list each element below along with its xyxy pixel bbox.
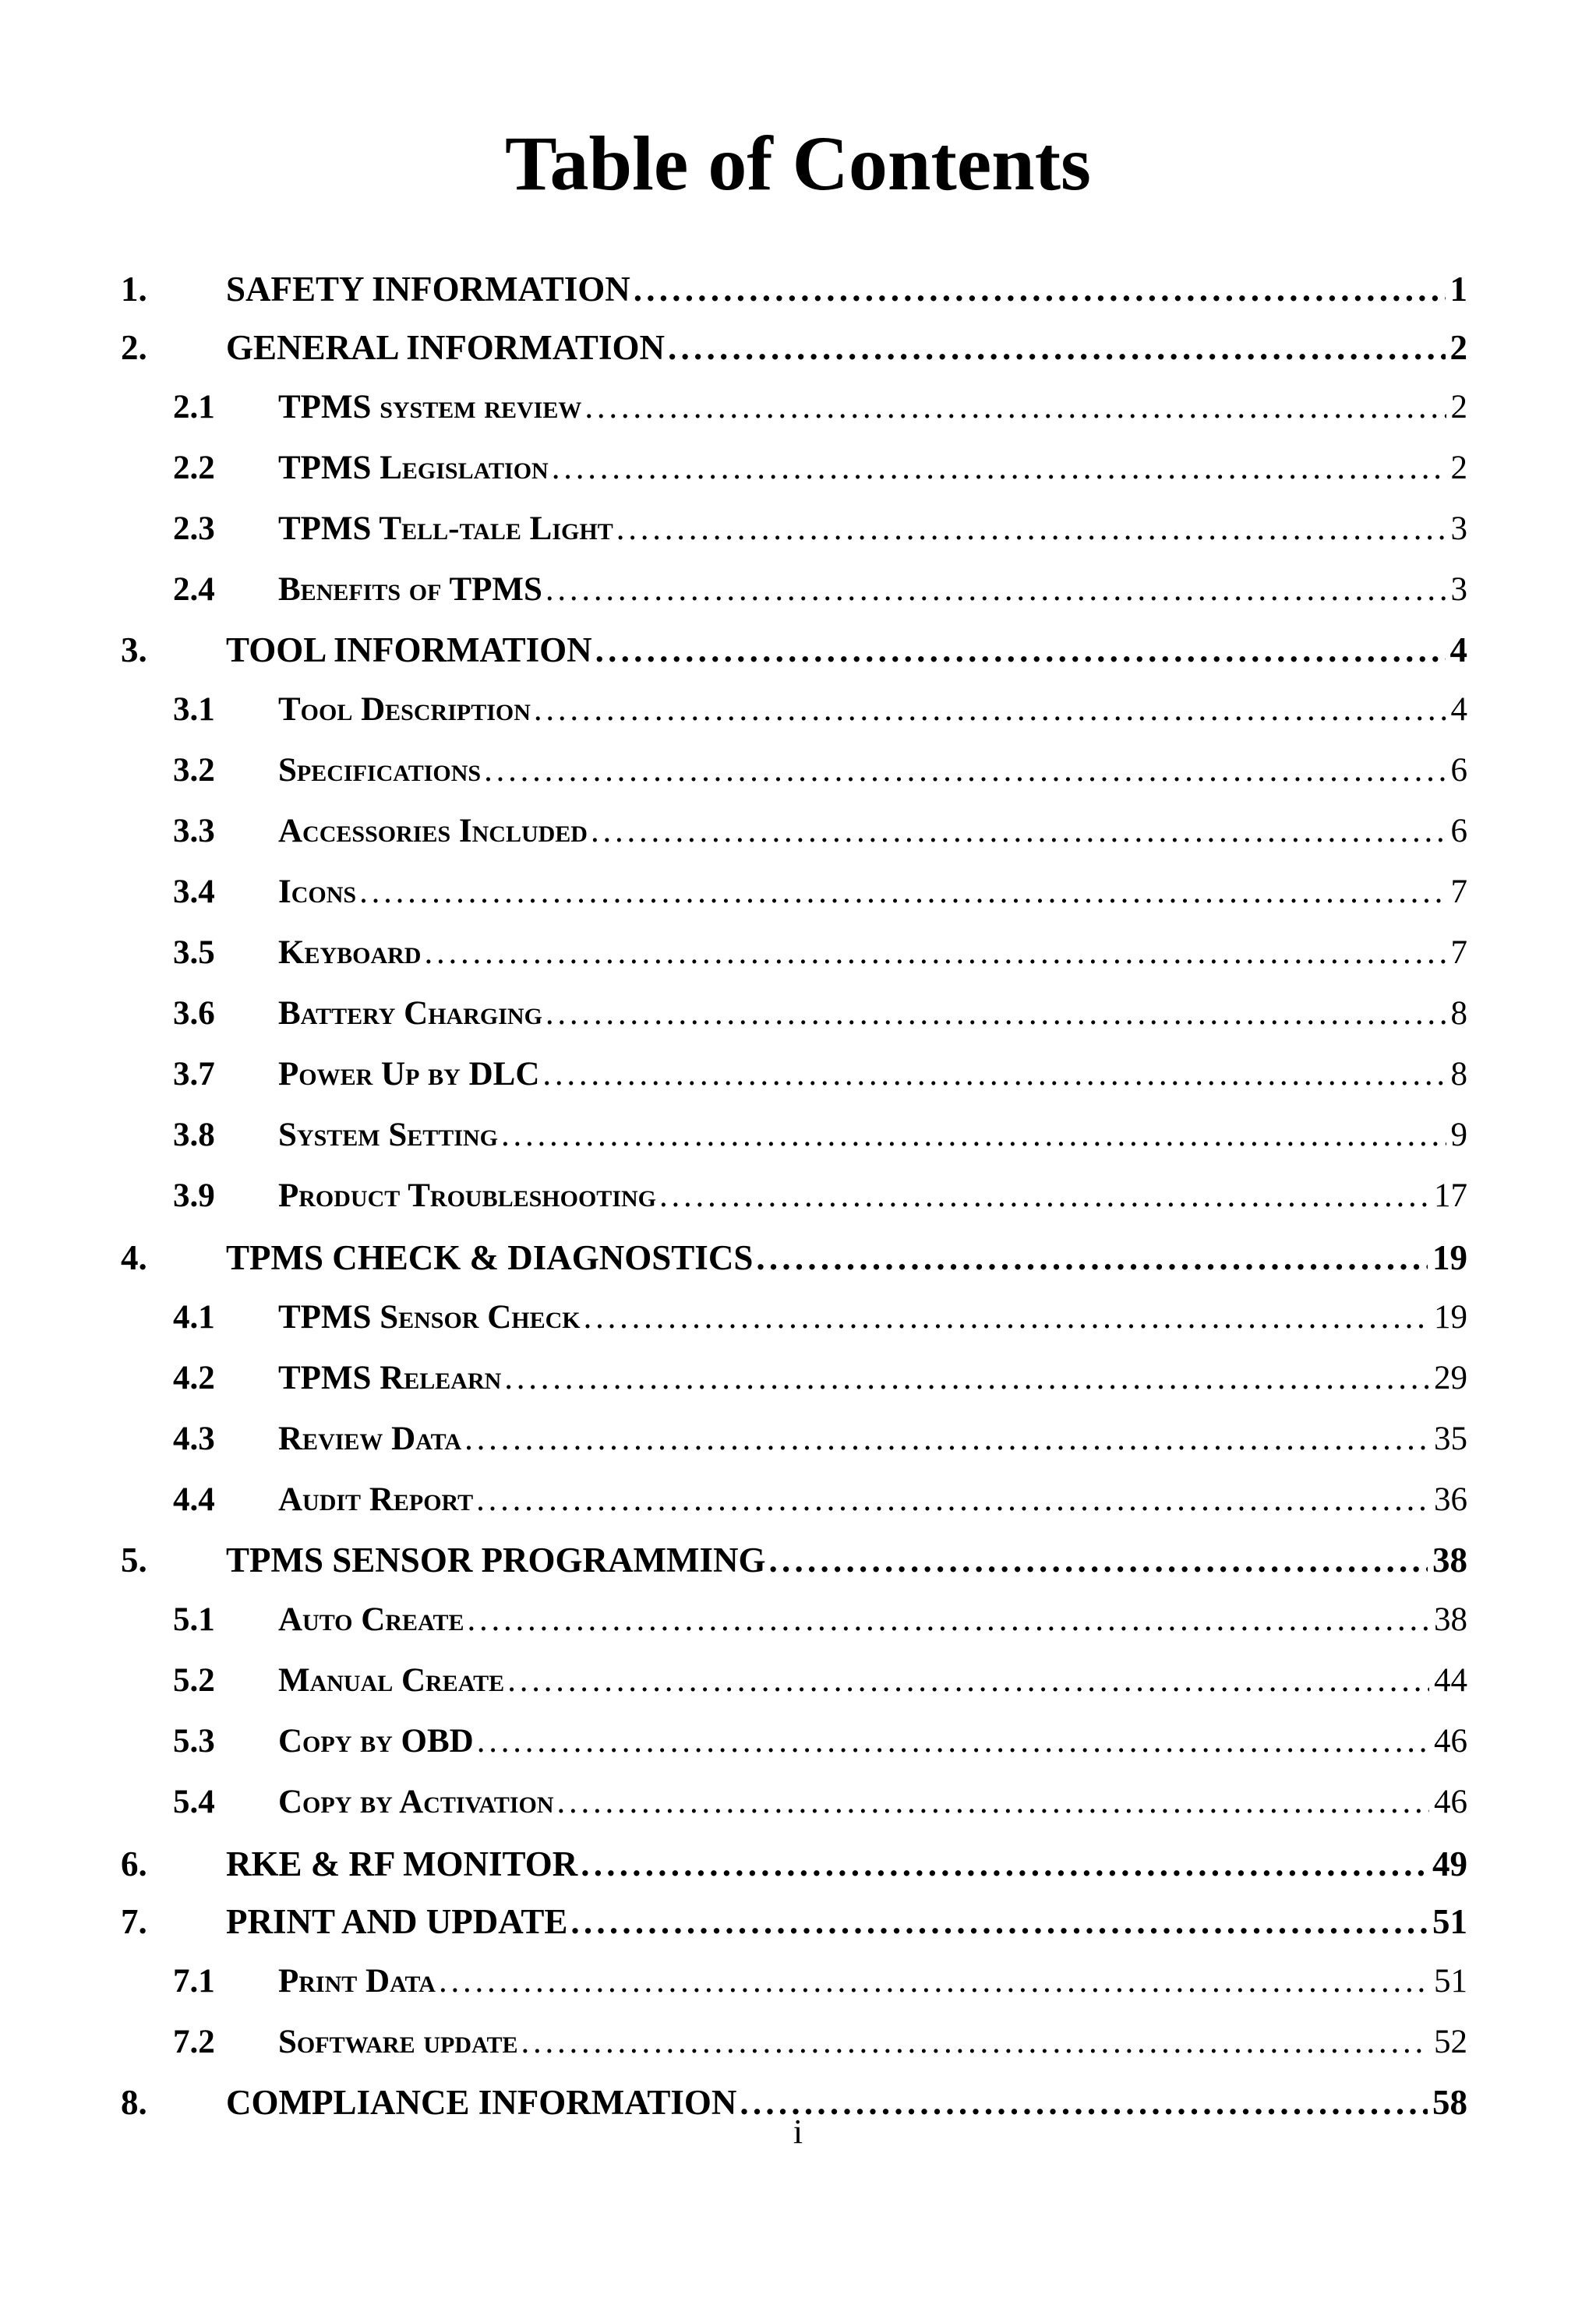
toc-entry[interactable] — [0, 388, 1596, 443]
toc-entry-page: 58 — [1432, 2083, 1467, 2122]
dot-leader — [546, 994, 1446, 1033]
toc-entry-line — [278, 570, 1467, 609]
toc-entry-page: 2 — [1449, 328, 1467, 367]
toc-entry-line — [278, 1116, 1467, 1154]
toc-entry-line — [278, 1177, 1467, 1215]
toc-entry-number: 3.9 — [173, 1177, 215, 1214]
toc-entry[interactable] — [0, 1116, 1596, 1170]
toc-entry-page: 51 — [1434, 1963, 1467, 2000]
toc-entry-label[interactable]: TPMS Sensor Check — [278, 1299, 581, 1336]
toc-entry-number: 4.1 — [173, 1299, 215, 1336]
toc-entry-label[interactable]: Product Troubleshooting — [278, 1177, 656, 1214]
toc-entry-line — [278, 388, 1467, 426]
toc-entry[interactable] — [0, 327, 1596, 382]
toc-entry-line — [278, 510, 1467, 548]
toc-entry[interactable] — [0, 1962, 1596, 2017]
toc-entry-label[interactable]: PRINT AND UPDATE — [226, 1902, 568, 1941]
dot-leader — [501, 1116, 1446, 1154]
toc-entry[interactable] — [0, 570, 1596, 625]
toc-entry[interactable] — [0, 1177, 1596, 1231]
toc-entry[interactable] — [0, 1420, 1596, 1474]
dot-leader — [584, 1298, 1429, 1336]
toc-entry-label[interactable]: Keyboard — [278, 934, 422, 971]
toc-entry-page: 6 — [1450, 813, 1467, 849]
toc-entry-line — [278, 994, 1467, 1033]
toc-entry-number: 4.4 — [173, 1481, 215, 1518]
toc-entry-label[interactable]: Accessories Included — [278, 813, 588, 849]
toc-entry-label[interactable]: COMPLIANCE INFORMATION — [226, 2083, 737, 2122]
toc-entry-line — [278, 1661, 1467, 1700]
dot-leader — [484, 751, 1446, 789]
toc-entry[interactable] — [0, 1359, 1596, 1414]
dot-leader — [769, 1540, 1428, 1580]
toc-entry[interactable] — [0, 2023, 1596, 2077]
toc-entry-number: 4.3 — [173, 1421, 215, 1457]
toc-entry-number: 2.3 — [173, 510, 215, 547]
toc-entry-line — [278, 1783, 1467, 1821]
dot-leader — [359, 873, 1446, 911]
toc-entry-line — [278, 2023, 1467, 2061]
toc-entry-label[interactable]: System Setting — [278, 1117, 498, 1153]
toc-entry-page: 4 — [1450, 691, 1467, 728]
toc-entry-line — [278, 873, 1467, 911]
dot-leader — [424, 934, 1446, 972]
toc-entry-page: 46 — [1434, 1723, 1467, 1760]
dot-leader — [595, 630, 1446, 670]
toc-entry-number: 2.4 — [173, 571, 215, 608]
toc-entry-number: 2.1 — [173, 389, 215, 425]
toc-entry-page: 44 — [1434, 1662, 1467, 1699]
toc-entry-label[interactable]: Benefits of TPMS — [278, 571, 542, 608]
dot-leader — [504, 1359, 1429, 1397]
dot-leader — [668, 327, 1446, 368]
toc-entry-line — [226, 1844, 1467, 1884]
toc-entry[interactable] — [0, 994, 1596, 1049]
toc-entry[interactable] — [0, 269, 1596, 323]
toc-entry-label[interactable]: Manual Create — [278, 1662, 505, 1699]
toc-entry-number: 5.3 — [173, 1723, 215, 1760]
dot-leader — [542, 1055, 1446, 1093]
toc-entry-page: 7 — [1450, 874, 1467, 910]
toc-entry[interactable] — [0, 1661, 1596, 1716]
toc-entry[interactable] — [0, 630, 1596, 684]
toc-entry-label[interactable]: Auto Create — [278, 1601, 464, 1638]
toc-entry[interactable] — [0, 1783, 1596, 1837]
toc-entry-number: 3.3 — [173, 813, 215, 849]
toc-entry-page: 1 — [1449, 270, 1467, 309]
dot-leader — [570, 1901, 1428, 1942]
toc-entry-label[interactable]: TPMS system review — [278, 389, 582, 425]
toc-entry-label[interactable]: TPMS Tell-tale Light — [278, 510, 613, 547]
dot-leader — [439, 1962, 1429, 2000]
toc-entry-page: 8 — [1450, 995, 1467, 1032]
toc-entry-number: 7.1 — [173, 1963, 215, 2000]
dot-leader — [581, 1844, 1428, 1884]
toc-entry-number: 5.1 — [173, 1601, 215, 1638]
toc-entry[interactable] — [0, 1540, 1596, 1594]
toc-entry-line — [278, 1722, 1467, 1760]
toc-entry-label[interactable]: TPMS CHECK & DIAGNOSTICS — [226, 1238, 754, 1277]
toc-entry-label[interactable]: Audit Report — [278, 1481, 474, 1518]
toc-entry-line — [278, 1962, 1467, 2000]
toc-entry-label[interactable]: Tool Description — [278, 691, 531, 728]
toc-entry-page: 3 — [1450, 571, 1467, 608]
toc-entry-label[interactable]: TPMS Legislation — [278, 450, 549, 486]
toc-entry-label[interactable]: Print Data — [278, 1963, 436, 2000]
toc-entry[interactable] — [0, 1601, 1596, 1655]
dot-leader — [476, 1481, 1429, 1519]
toc-entry-label[interactable]: GENERAL INFORMATION — [226, 328, 665, 367]
toc-entry-line — [226, 269, 1467, 309]
toc-entry[interactable] — [0, 1481, 1596, 1535]
toc-entry[interactable] — [0, 751, 1596, 806]
dot-leader — [756, 1237, 1428, 1278]
toc-entry-line — [278, 1055, 1467, 1093]
toc-entry-page: 36 — [1434, 1481, 1467, 1518]
toc-entry-page: 8 — [1450, 1056, 1467, 1093]
toc-entry-label[interactable]: TOOL INFORMATION — [226, 630, 592, 669]
toc-entry-page: 4 — [1449, 630, 1467, 669]
dot-leader — [584, 388, 1446, 426]
dot-leader — [477, 1722, 1429, 1760]
toc-entry-page: 19 — [1434, 1299, 1467, 1336]
toc-entry-label[interactable]: Software update — [278, 2024, 518, 2060]
toc-entry-number: 3.2 — [173, 752, 215, 789]
toc-entry-line — [278, 1420, 1467, 1458]
dot-leader — [464, 1420, 1429, 1458]
dot-leader — [467, 1601, 1429, 1639]
toc-entry-number: 4.2 — [173, 1360, 215, 1396]
toc-entry[interactable] — [0, 1237, 1596, 1292]
toc-entry-label[interactable]: Copy by OBD — [278, 1723, 474, 1760]
toc-entry[interactable] — [0, 1722, 1596, 1777]
toc-entry-number: 2.2 — [173, 450, 215, 486]
toc-entry-number: 3.4 — [173, 874, 215, 910]
dot-leader — [546, 570, 1446, 609]
toc-entry-line — [278, 934, 1467, 972]
toc-entry[interactable] — [0, 873, 1596, 927]
toc-entry-label[interactable]: TPMS Relearn — [278, 1360, 502, 1396]
toc-entry-page: 35 — [1434, 1421, 1467, 1457]
toc-entry-page: 2 — [1450, 389, 1467, 425]
toc-entry[interactable] — [0, 1298, 1596, 1353]
toc-entry-number: 6. — [121, 1844, 147, 1883]
toc-entry-line — [226, 1540, 1467, 1580]
toc-entry[interactable] — [0, 510, 1596, 564]
dot-leader — [507, 1661, 1429, 1700]
toc-entry-number: 2. — [121, 328, 147, 367]
toc-entry-line — [278, 449, 1467, 487]
dot-leader — [521, 2023, 1429, 2061]
toc-entry-page: 19 — [1432, 1238, 1467, 1277]
toc-entry-page: 51 — [1432, 1902, 1467, 1941]
toc-entry[interactable] — [0, 449, 1596, 503]
toc-entry-number: 5.4 — [173, 1784, 215, 1820]
dot-leader — [534, 690, 1446, 729]
toc-entry-label[interactable]: RKE & RF MONITOR — [226, 1844, 578, 1883]
page-number: i — [793, 2113, 803, 2151]
toc-entry-label[interactable]: Power Up by DLC — [278, 1056, 540, 1093]
toc-entry-line — [278, 1359, 1467, 1397]
toc-entry-number: 3.6 — [173, 995, 215, 1032]
toc-entry-line — [278, 751, 1467, 789]
toc-entry-number: 3. — [121, 630, 147, 669]
toc-entry-number: 5.2 — [173, 1662, 215, 1699]
toc-entry-label[interactable]: SAFETY INFORMATION — [226, 270, 630, 309]
toc-entry[interactable] — [0, 934, 1596, 988]
toc-entry-line — [226, 630, 1467, 670]
toc-entry-label[interactable]: Specifications — [278, 752, 482, 789]
dot-leader — [616, 510, 1446, 548]
toc-entry-number: 4. — [121, 1238, 147, 1277]
toc-entry-page: 9 — [1450, 1117, 1467, 1153]
toc-entry-label[interactable]: Icons — [278, 874, 357, 910]
toc-entry-number: 7.2 — [173, 2024, 215, 2060]
toc-entry[interactable] — [0, 1901, 1596, 1956]
toc-entry-line — [278, 690, 1467, 729]
toc-entry-line — [226, 1237, 1467, 1278]
dot-leader — [659, 1177, 1429, 1215]
toc-entry-line — [278, 1298, 1467, 1336]
toc-entry-page: 29 — [1434, 1360, 1467, 1396]
dot-leader — [552, 449, 1446, 487]
toc-entry-page: 6 — [1450, 752, 1467, 789]
page-title: Table of Contents — [505, 120, 1091, 207]
toc-entry-number: 3.7 — [173, 1056, 215, 1093]
toc-entry[interactable] — [0, 690, 1596, 745]
toc-entry[interactable] — [0, 812, 1596, 867]
toc-entry-label[interactable]: Battery Charging — [278, 995, 542, 1032]
toc-entry-number: 5. — [121, 1541, 147, 1580]
toc-entry-label[interactable]: Review Data — [278, 1421, 462, 1457]
toc-entry-page: 17 — [1434, 1177, 1467, 1214]
toc-entry-page: 49 — [1432, 1844, 1467, 1883]
toc-entry-number: 3.1 — [173, 691, 215, 728]
toc-entry-page: 7 — [1450, 934, 1467, 971]
toc-entry-label[interactable]: Copy by Activation — [278, 1784, 554, 1820]
toc-entry-page: 2 — [1450, 450, 1467, 486]
toc-entry-number: 7. — [121, 1902, 147, 1941]
toc-entry-line — [226, 1901, 1467, 1942]
toc-entry-number: 3.8 — [173, 1117, 215, 1153]
dot-leader — [591, 812, 1446, 850]
dot-leader — [634, 269, 1446, 309]
toc-entry-line — [278, 1601, 1467, 1639]
toc-entry-line — [278, 1481, 1467, 1519]
toc-entry[interactable] — [0, 1055, 1596, 1110]
toc-entry-number: 1. — [121, 270, 147, 309]
toc-entry-page: 46 — [1434, 1784, 1467, 1820]
toc-entry-label[interactable]: TPMS SENSOR PROGRAMMING — [226, 1541, 766, 1580]
toc-entry-number: 3.5 — [173, 934, 215, 971]
toc-entry-page: 38 — [1432, 1541, 1467, 1580]
toc-entry-page: 52 — [1434, 2024, 1467, 2060]
toc-entry-line — [226, 327, 1467, 368]
toc-entry-page: 38 — [1434, 1601, 1467, 1638]
dot-leader — [557, 1783, 1429, 1821]
toc-entry[interactable] — [0, 1844, 1596, 1898]
toc-entry-number: 8. — [121, 2083, 147, 2122]
toc-entry-page: 3 — [1450, 510, 1467, 547]
toc-entry-line — [278, 812, 1467, 850]
